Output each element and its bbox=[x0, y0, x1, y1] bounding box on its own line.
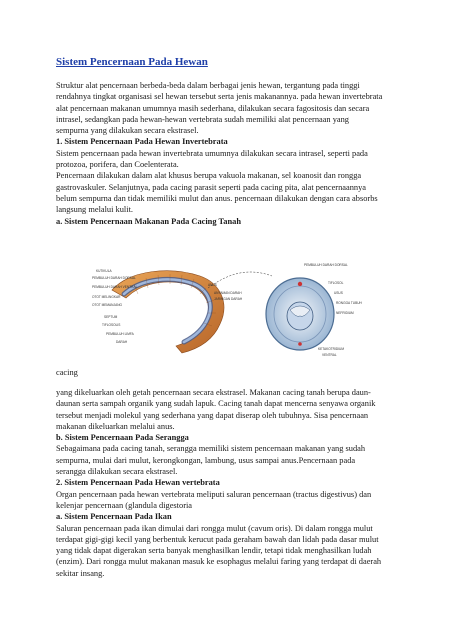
figure-label: RONGGA TUBUH bbox=[336, 301, 362, 305]
worm-cross-section bbox=[266, 278, 334, 350]
figure-label: NEFRIDIUM bbox=[336, 311, 354, 315]
text-line: Pencernaan dilakukan dalam alat khusus berupa vakuola makanan, sel koanosit dan rongga bbox=[56, 171, 362, 181]
text-line: yang tidak dapat digerakan serta banyak menghasilkan lendir, tetapi tidak menghasilkan ludah bbox=[56, 546, 372, 556]
section-heading: 2. Sistem Pencernaan Pada Hewan vertebrata bbox=[56, 478, 220, 488]
text-line: Sistem pencernaan pada hewan invertebrata umumnya dilakukan secara intrasel, seperti pada bbox=[56, 148, 368, 158]
middle-labels bbox=[208, 283, 243, 301]
figure-label: OTOT MELINGKAR bbox=[92, 295, 121, 299]
intro-paragraph bbox=[56, 80, 421, 227]
text-line: (enzim). Dari rongga mulut makanan masuk ke esophagus melalui faring yang terdapat di daerah bbox=[56, 557, 382, 567]
text-line: sempurna yang dilakukan secara ekstrasel. bbox=[56, 126, 199, 136]
text-line: kelenjar pencernaan (glandula digestoria bbox=[56, 500, 193, 510]
text-line: Struktur alat pencernaan berbeda-beda dalam berbagai jenis hewan, tergantung pada tinggi bbox=[56, 81, 360, 90]
text-line: protozoa, porifera, dan Coelenterata. bbox=[56, 160, 179, 170]
figure-label: PEMBULUH DARAH DORSAL bbox=[304, 263, 348, 267]
document-title[interactable]: Sistem Pencernaan Pada Hewan bbox=[56, 56, 208, 68]
text-line: gastrovaskuler. Selanjutnya, pada cacing parasit seperti pada cacing pita, alat pencernaannya bbox=[56, 182, 366, 192]
text-line: yang dikeluarkan oleh getah pencernaan secara ekstrasel. Makanan cacing tanah berupa daun- bbox=[56, 388, 371, 397]
figure-label: PEMBULUH DARAH VENTRAL bbox=[92, 285, 138, 289]
subsection-heading: a. Sistem Pencernaan Pada Ikan bbox=[56, 512, 172, 522]
text-line: makanan dikeluarkan melalui anus. bbox=[56, 421, 175, 431]
text-line: rendahnya tingkat organisasi sel hewan tersebut serta jenis makanannya. pada hewan invertebrata bbox=[56, 92, 383, 102]
text-line: serangga dilakukan secara ekstrasel. bbox=[56, 467, 178, 477]
section-heading: 1. Sistem Pencernaan Pada Hewan Invertebrata bbox=[56, 137, 228, 147]
caption-text: cacing bbox=[56, 368, 78, 377]
text-line: belum sempurna dan tidak memiliki mulut dan anus. pencernaan dilakukan dengan cara absorbs bbox=[56, 193, 378, 203]
figure-label: ANUS bbox=[208, 283, 217, 287]
figure-label: KUTIKULA bbox=[96, 269, 112, 273]
figure-label: KETAKOTRIDIUM bbox=[318, 347, 344, 351]
figure-label: TIFLOSOL bbox=[328, 281, 344, 285]
subsection-heading: b. Sistem Pencernaan Pada Serangga bbox=[56, 433, 189, 443]
text-line: Organ pencernaan pada hewan vertebrata meliputi saluran pencernaan (tractus digestivus) dan bbox=[56, 489, 372, 499]
figure-label: TIFLOSOLIS bbox=[102, 323, 121, 327]
text-line: langsung melalui kulit. bbox=[56, 205, 133, 215]
text-line: sempurna, mulai dari mulut, kerongkongan, lambung, usus sampai anus.Pencernaan pada bbox=[56, 455, 356, 465]
text-line: Sebagaimana pada cacing tanah, serangga memiliki sistem pencernaan makanan yang sudah bbox=[56, 444, 366, 454]
text-line: intrasel, sedangkan pada hewan-hewan vertebrata sudah memiliki alat pencernaan yang bbox=[56, 114, 349, 124]
figure-label: OTOT MEMANJANG bbox=[92, 303, 122, 307]
figure-label: ANYAMAN DARAH bbox=[214, 291, 242, 295]
text-line: terdapat gigi-gigi kecil yang berbentuk kerucut pada geraham bawah dan lidah pada dasar mulut bbox=[56, 534, 379, 544]
figure-label: DARAH bbox=[116, 340, 128, 344]
body-text bbox=[56, 387, 421, 579]
text-line: Saluran pencernaan pada ikan dimulai dari rongga mulut (cavum oris). Di dalam rongga mulut bbox=[56, 523, 373, 533]
text-line: alat pencernaan makanan umumnya masih sederhana, dilakukan secara fagositosis dan secara bbox=[56, 103, 370, 113]
figure-label: SEPTUM bbox=[104, 315, 118, 319]
figure-label: JARINGAN DARAH bbox=[214, 297, 243, 301]
figure-label: PEMBULUH LIMFA bbox=[106, 332, 134, 336]
figure-label: PEMBULUH DARAH DORSAL bbox=[92, 276, 136, 280]
text-line: tersebut menjadi molekul yang sederhana yang dapat diserap oleh tubuhnya. Sisa pencernaan bbox=[56, 410, 369, 420]
figure-caption bbox=[56, 367, 421, 378]
text-line: daunan serta sampah organik yang sudah lapuk. Cacing tanah dapat mencerna senyawa organik bbox=[56, 399, 376, 409]
earthworm-anatomy-figure bbox=[90, 258, 390, 358]
subsection-heading: a. Sistem Pencernaan Makanan Pada Cacing Tanah bbox=[56, 216, 241, 226]
figure-label: USUS bbox=[334, 291, 343, 295]
figure-label: VENTRAL bbox=[322, 353, 337, 357]
text-line: sekitar insang. bbox=[56, 568, 105, 578]
